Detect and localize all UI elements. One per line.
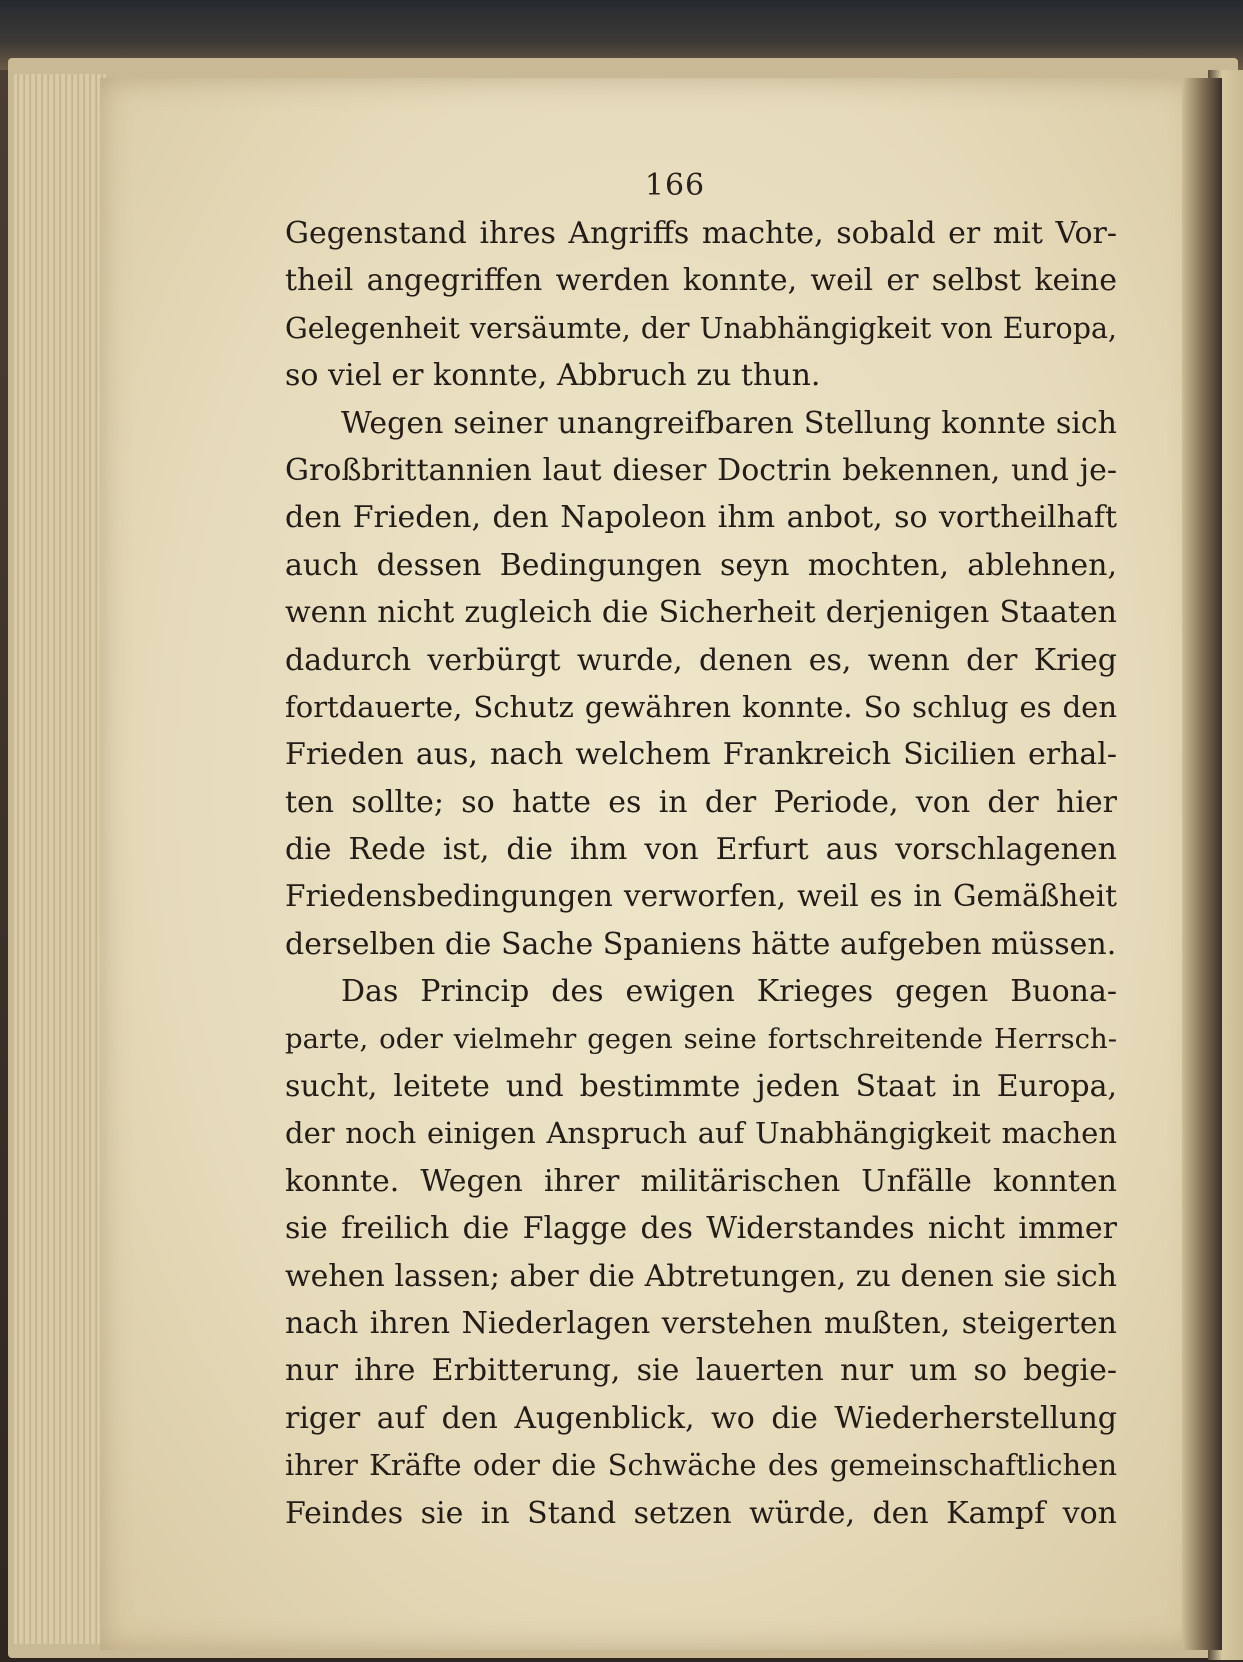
text-line: Feindes sie in Stand setzen würde, den Kampf von: [285, 1495, 1117, 1531]
book-gutter: [1182, 78, 1222, 1650]
text-line: derselben die Sache Spaniens hätte aufgeben müssen.: [285, 926, 1117, 962]
text-line: Frieden aus, nach welchem Frankreich Sicilien erhal-: [285, 737, 1117, 773]
text-line: nach ihren Niederlagen verstehen mußten, steigerten: [285, 1305, 1117, 1341]
text-line: Das Princip des ewigen Krieges gegen Buona-: [341, 974, 1117, 1010]
text-line: wehen lassen; aber die Abtretungen, zu denen sie sich: [285, 1258, 1117, 1294]
text-line: sucht, leitete und bestimmte jeden Staat in Europa,: [285, 1069, 1117, 1105]
text-line: den Frieden, den Napoleon ihm anbot, so vortheilhaft: [285, 500, 1117, 536]
text-line: fortdauerte, Schutz gewähren konnte. So schlug es den: [285, 689, 1117, 724]
text-line: theil angegriffen werden konnte, weil er selbst keine: [285, 263, 1117, 299]
text-line: nur ihre Erbitterung, sie lauerten nur um so begie-: [285, 1353, 1117, 1389]
text-line: Friedensbedingungen verworfen, weil es in Gemäßheit: [285, 879, 1117, 914]
text-line: Wegen seiner unangreifbaren Stellung konnte sich: [341, 405, 1117, 441]
text-line: ten sollte; so hatte es in der Periode, von der hier: [285, 784, 1117, 820]
text-line: so viel er konnte, Abbruch zu thun.: [285, 358, 821, 394]
text-line: auch dessen Bedingungen seyn mochten, ablehnen,: [285, 547, 1117, 583]
text-line: sie freilich die Flagge des Widerstandes nicht immer: [285, 1211, 1117, 1247]
text-line: dadurch verbürgt wurde, denen es, wenn der Krieg: [285, 642, 1117, 678]
text-line: die Rede ist, die ihm von Erfurt aus vorschlagenen: [285, 832, 1117, 868]
text-line: Großbrittannien laut dieser Doctrin bekennen, und je-: [285, 452, 1117, 488]
text-line: ihrer Kräfte oder die Schwäche des gemeinschaftlichen: [285, 1448, 1117, 1483]
text-line: Gegenstand ihres Angriffs machte, sobald er mit Vor-: [285, 216, 1117, 251]
page-text: [285, 210, 1117, 1537]
text-line: parte, oder vielmehr gegen seine fortschreitende Herrsch-: [285, 1022, 1117, 1055]
text-line: Gelegenheit versäumte, der Unabhängigkeit von Europa,: [285, 311, 1117, 345]
text-line: konnte. Wegen ihrer militärischen Unfälle konnten: [285, 1163, 1117, 1199]
text-line: wenn nicht zugleich die Sicherheit derjenigen Staaten: [285, 595, 1117, 631]
text-line: riger auf den Augenblick, wo die Wiederherstellung: [285, 1400, 1117, 1436]
page-number: 166: [644, 168, 706, 203]
page-edges: [14, 74, 106, 1644]
text-line: der noch einigen Anspruch auf Unabhängigkeit machen: [285, 1116, 1117, 1151]
